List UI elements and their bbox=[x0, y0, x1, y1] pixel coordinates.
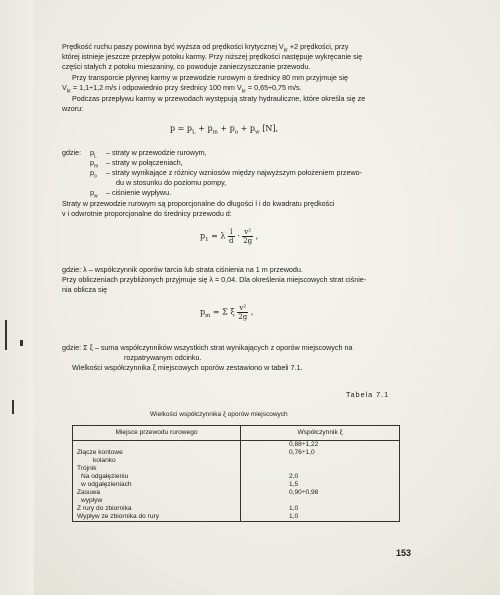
definition-row: $p_L$ bbox=[90, 148, 97, 160]
table-row: kolanko bbox=[73, 457, 400, 465]
table-row: 0,88÷1,22 bbox=[73, 441, 400, 449]
formula-pipe-loss: $p_1 = \lambda$ $\frac{l}{d}$ · $\frac{\text{v²}}{2g}$ , bbox=[200, 228, 259, 245]
margin-mark bbox=[5, 320, 7, 350]
coefficient-table bbox=[72, 425, 400, 522]
text-line: Wielkości współczynnika ξ miejscowych oporów zestawiono w tabeli 7.1. bbox=[72, 363, 303, 372]
definition-row: $p_o$ bbox=[90, 168, 97, 180]
formula-local-loss: $p_m = \Sigma$ ξ $\frac{\text{v²}}{2g}$ , bbox=[200, 304, 254, 321]
text-line: rozpatrywanym odcinku. bbox=[124, 353, 202, 362]
table-row: Złącze kontowe 0,76÷1,0 bbox=[73, 449, 400, 457]
definition-text: – straty w połączeniach, bbox=[106, 158, 183, 167]
table-header: Miejsce przewodu rurowego bbox=[73, 426, 241, 441]
table-row: w odgałęzieniach 1,5 bbox=[73, 481, 400, 489]
table-row: Na odgałęzieniu 2,0 bbox=[73, 473, 400, 481]
text-line: gdzie: λ – współczynnik oporów tarcia lub strata ciśnienia na 1 m przewodu. bbox=[62, 265, 303, 274]
table-row: Wypływ ze zbiornika do rury 1,0 bbox=[73, 513, 400, 522]
text-line: gdzie: Σ ξ – suma współczynników wszystkich strat wynikających z oporów miejscowych na bbox=[62, 343, 353, 352]
text-line: Straty w przewodzie rurowym są proporcjonalne do długości l i do kwadratu prędkości bbox=[62, 199, 335, 208]
text-line: v i odwrotnie proporcjonalne do średnicy przewodu d: bbox=[62, 209, 232, 218]
definition-text: – straty w przewodzie rurowym, bbox=[106, 148, 207, 157]
text-line: Przy obliczeniach przybliżonych przyjmuje się λ = 0,04. Dla określenia miejscowych strat ciśnie- bbox=[62, 275, 367, 284]
text-line: $V_{kr} = 1,1\div 1,2$ m/s i odpowiednio przy średnicy 100 mm $V_{kr} = 0,65\div 0,75$ m/s. bbox=[62, 83, 302, 95]
margin-mark bbox=[12, 400, 14, 414]
text-line: Przy transporcie płynnej karmy w przewodzie rurowym o średnicy 80 mm przyjmuje się bbox=[72, 73, 349, 82]
table-row: wypływ bbox=[73, 497, 400, 505]
text-line: Podczas przepływu karmy w przewodach występują straty hydrauliczne, które określa się ze bbox=[72, 94, 366, 103]
table-caption: Wielkości współczynnika ξ oporów miejscowych bbox=[150, 411, 288, 418]
definition-text: du w stosunku do poziomu pompy, bbox=[116, 178, 227, 187]
where-label: gdzie: bbox=[62, 148, 82, 157]
page-number: 153 bbox=[396, 548, 412, 558]
text-line: Prędkość ruchu paszy powinna być wyższa od prędkości krytycznej $V_{kr} +2$ prędkości, przy bbox=[62, 42, 349, 54]
page-left-edge bbox=[0, 0, 34, 595]
text-line: wzoru: bbox=[62, 104, 84, 113]
text-line: nia oblicza się bbox=[62, 285, 108, 294]
table-label: Tabela 7.1 bbox=[346, 390, 390, 399]
definition-text: – straty wynikające z różnicy wzniosów między najwyższym położeniem przewo- bbox=[106, 168, 363, 177]
table-row: Zasuwa 0,90÷0,98 bbox=[73, 489, 400, 497]
text-line: której istnieje jeszcze przepływ potoku karmy. Przy niższej prędkości następuje wykręcanie się bbox=[62, 52, 363, 61]
text-line: części stałych z potoku mieszaniny, co powoduje zanieczyszczanie przewodu. bbox=[62, 62, 311, 71]
table-row: Z rury do zbiornika 1,0 bbox=[73, 505, 400, 513]
table-header: Współczynnik ξ bbox=[241, 426, 400, 441]
formula-losses: $p = p_L + p_m + p_o + p_w$ [N], bbox=[170, 124, 279, 136]
definition-row: $p_w$ bbox=[90, 188, 98, 200]
margin-mark bbox=[20, 340, 23, 346]
definition-text: – ciśnienie wypływu. bbox=[106, 188, 172, 197]
table-row: Trójnik bbox=[73, 465, 400, 473]
definition-row: $p_m$ bbox=[90, 158, 99, 170]
